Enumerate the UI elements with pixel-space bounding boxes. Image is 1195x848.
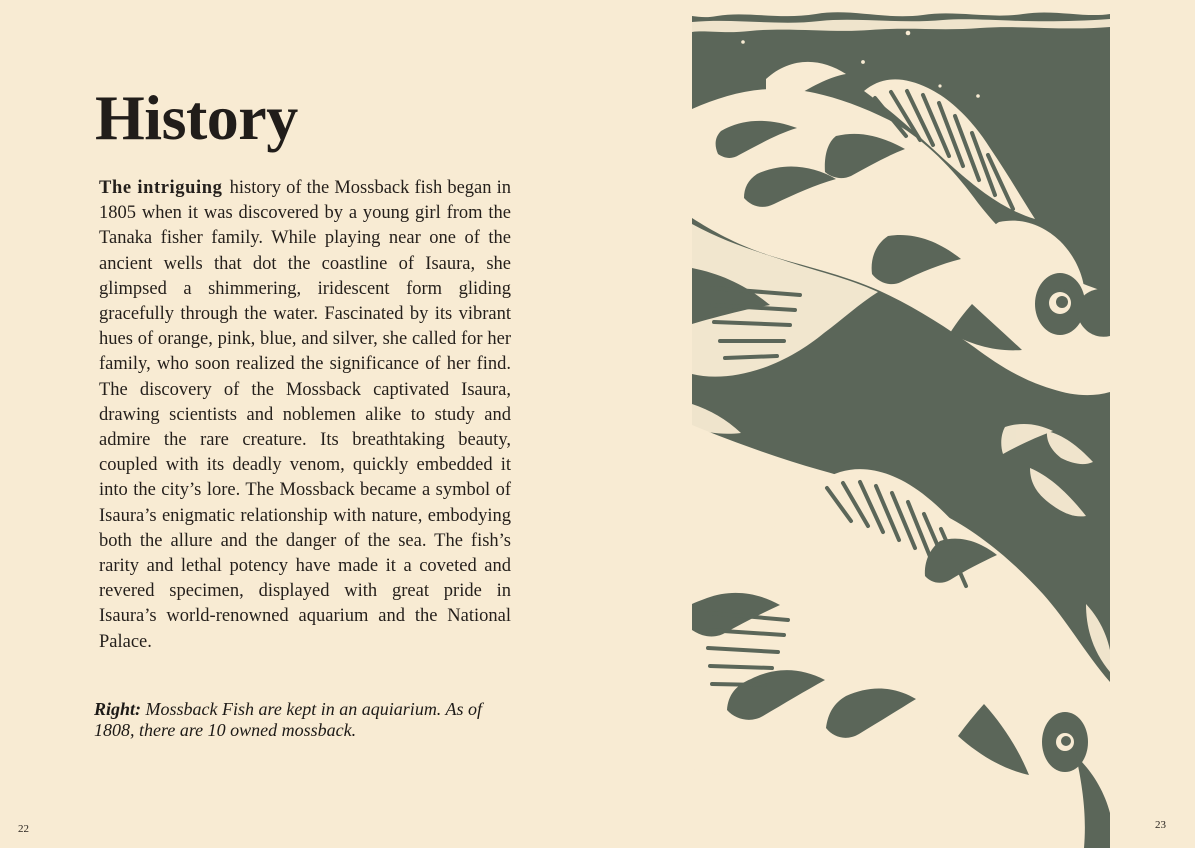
right-page-number: 23 (1155, 819, 1166, 831)
caption-text: Mossback Fish are kept in an aquiarium. As of 1808, there are 10 owned mossback. (94, 699, 482, 740)
page-title: History (95, 82, 298, 153)
mossback-fish-illustration (692, 0, 1110, 848)
history-paragraph (99, 176, 511, 655)
history-body-text: history of the Mossback fish began in 1805 when it was discovered by a young girl from the Tanaka fisher family. While playing near one of the ancient wells that dot the coastline of Isaura, she glimpsed a shimmering, iridescent form gliding gracefully through the water. Fascinated by its vibrant hues of orange, pink, blue, and silver, she called for her family, who soon realized the significance of her find. The discovery of the Mossback captivated Isaura, drawing scientists and noblemen alike to study and admire the rare creature. Its breathtaking beauty, coupled with its deadly venom, quickly embedded it into the city’s lore. The Mossback became a symbol of Isaura’s enigmatic relationship with nature, embodying both the allure and the danger of the sea. The fish’s rarity and lethal potency have made it a coveted and revered specimen, displayed with great pride in Isaura’s world-renowned aquarium and the National Palace. (99, 178, 511, 652)
left-page-number: 22 (18, 823, 29, 835)
upper-fish-pupil (1056, 296, 1068, 308)
illustration-caption (94, 699, 510, 741)
caption-label: Right: (94, 699, 142, 719)
lead-in: The intriguing (99, 178, 223, 198)
lower-fish-pupil (1061, 736, 1071, 746)
